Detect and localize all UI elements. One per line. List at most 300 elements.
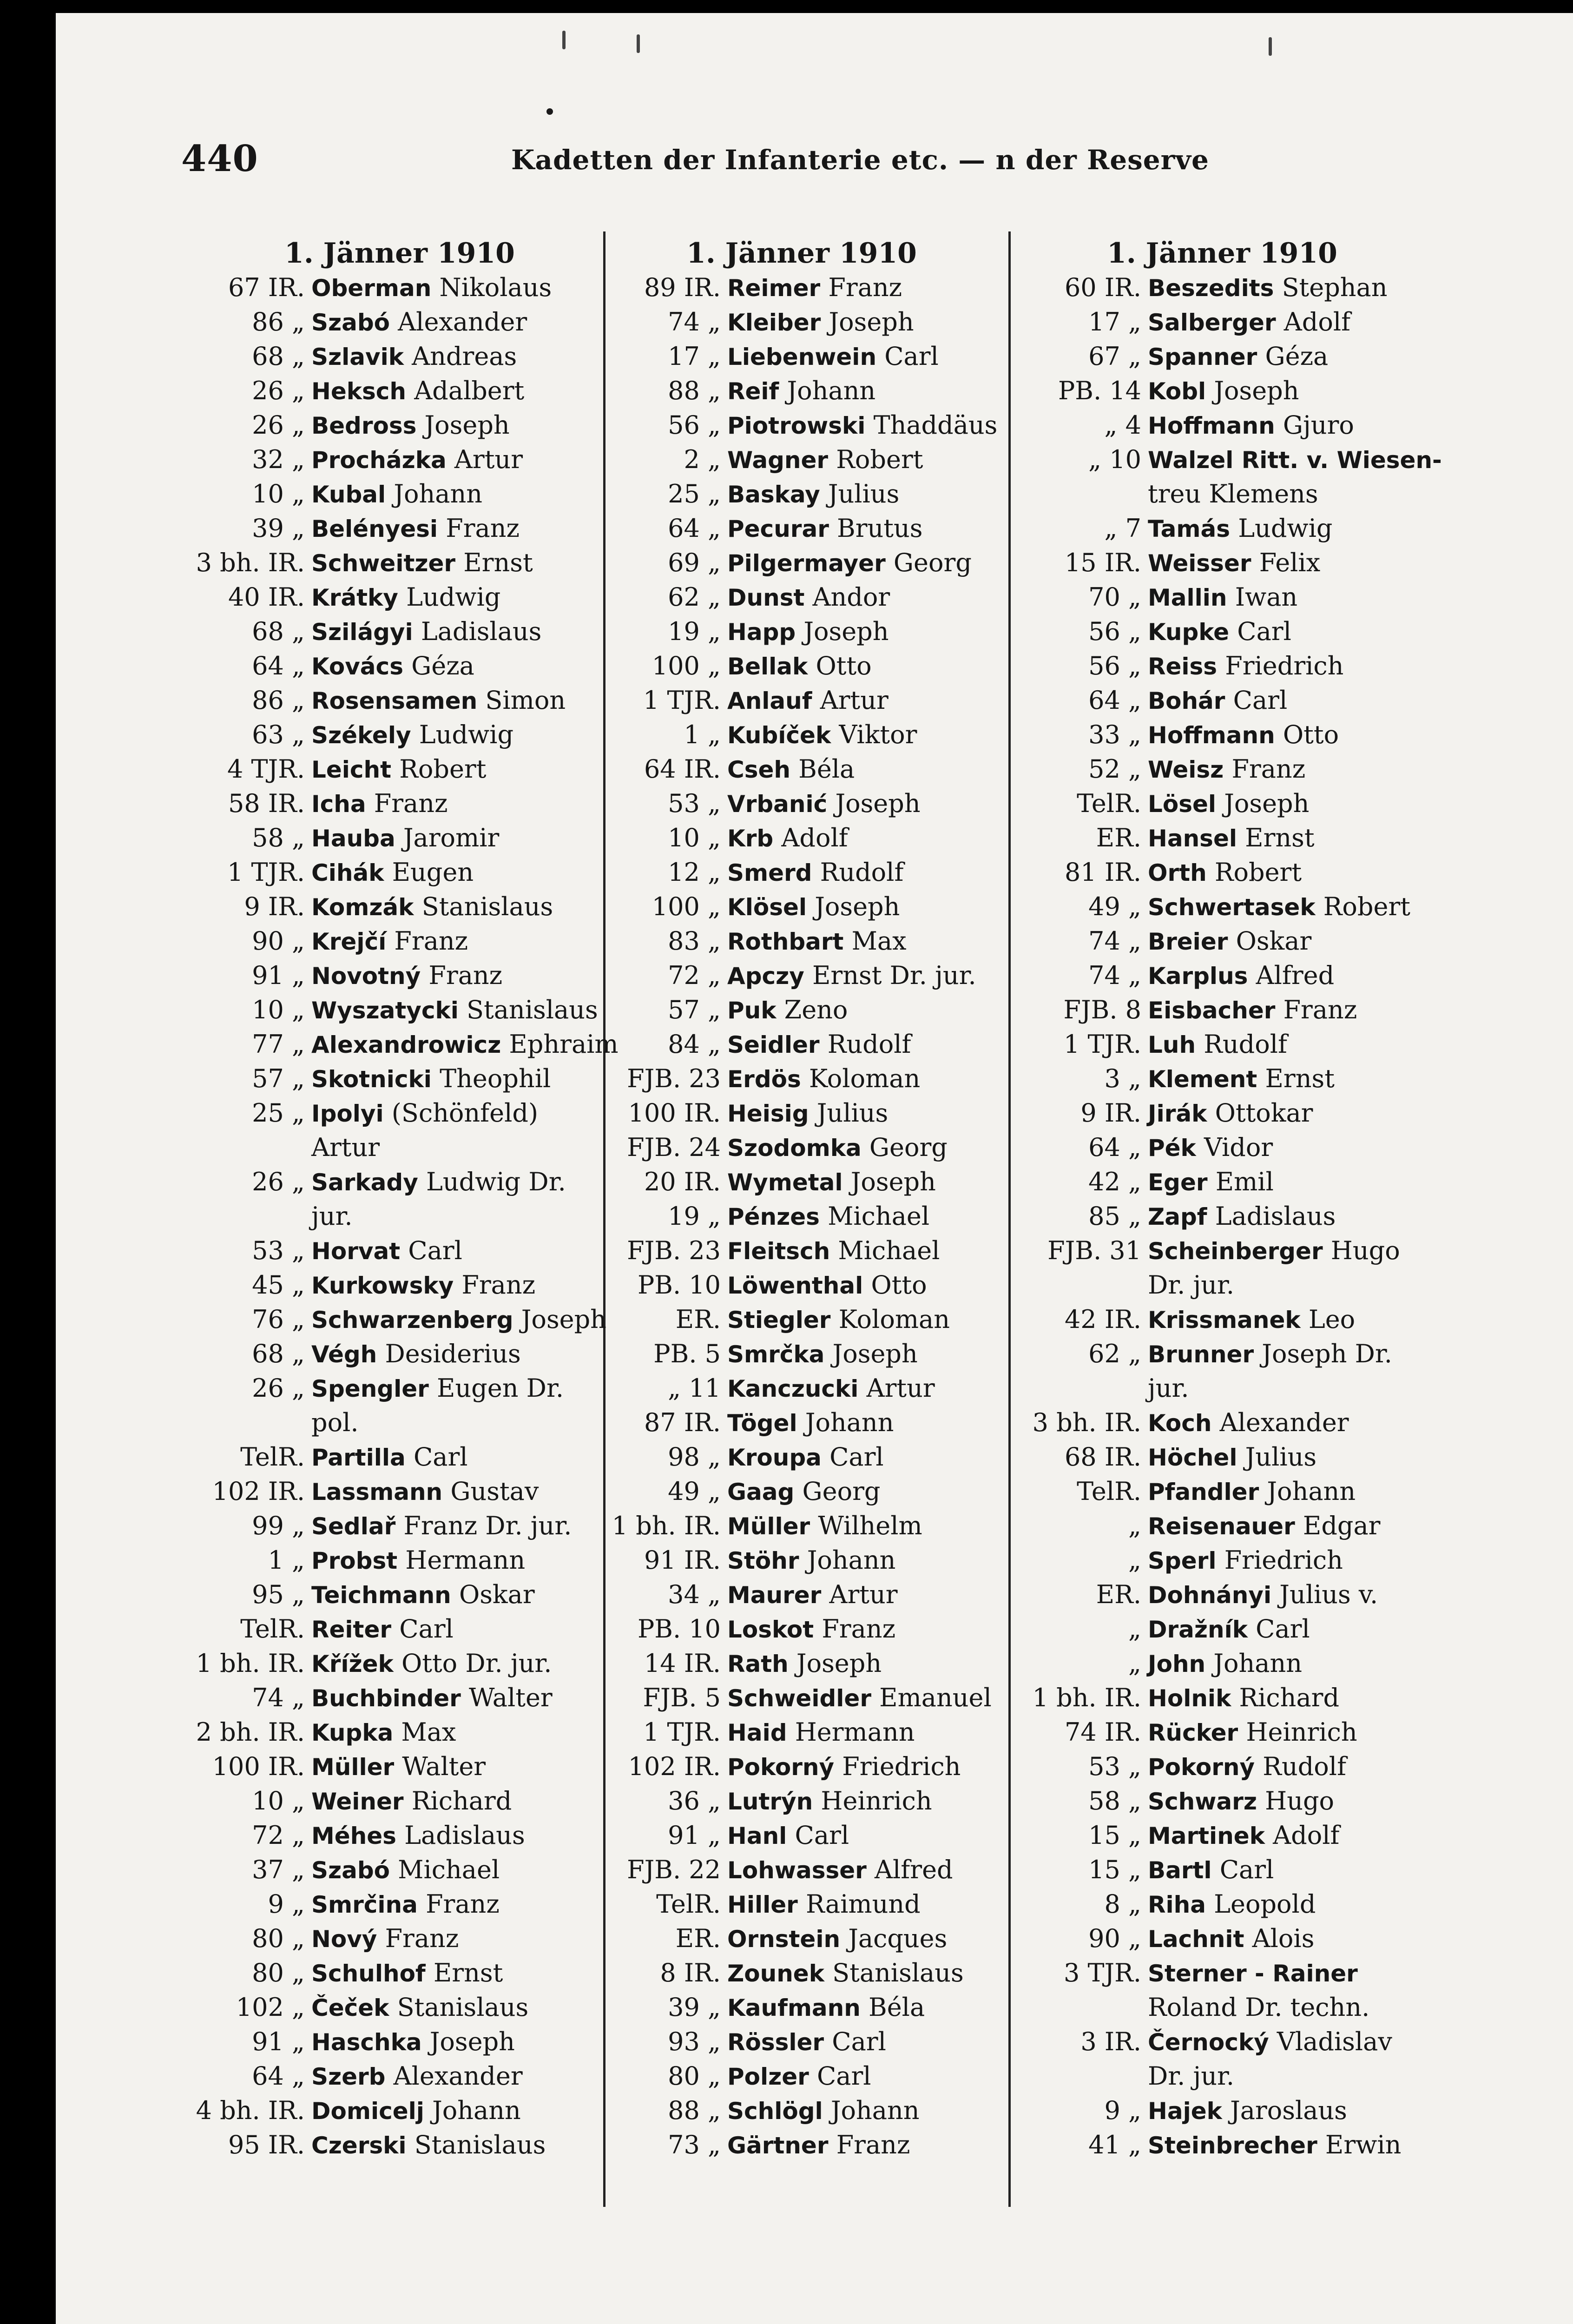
list-item xyxy=(1013,958,1431,993)
book-page xyxy=(56,13,1573,2324)
given-name: Ephraim xyxy=(509,1030,619,1059)
surname: Spanner xyxy=(1148,343,1257,370)
list-item xyxy=(611,1302,992,1337)
given-name: Leopold xyxy=(1214,1889,1316,1919)
regiment: 70 „ xyxy=(1088,582,1141,612)
regiment: 10 „ xyxy=(252,479,305,508)
list-item xyxy=(195,993,604,1027)
person-name xyxy=(727,1268,992,1302)
surname: Sedlař xyxy=(311,1513,396,1540)
surname: Sarkady xyxy=(311,1169,418,1196)
given-name: Iwan xyxy=(1235,582,1298,612)
given-name: Michael xyxy=(828,1202,930,1231)
given-name: Ernst xyxy=(1265,1064,1335,1093)
list-item xyxy=(1013,821,1431,855)
surname: Szilágyi xyxy=(311,619,413,646)
regiment: 85 „ xyxy=(1088,1202,1141,1231)
given-name: Carl xyxy=(816,2061,871,2091)
surname: Křížek xyxy=(311,1651,394,1677)
list-item xyxy=(611,2093,992,2128)
list-item xyxy=(611,1612,992,1646)
list-item xyxy=(195,477,604,511)
column-header: 1. Jänner 1910 xyxy=(686,237,917,270)
given-name: Stanislaus xyxy=(414,2130,546,2159)
surname: Dohnányi xyxy=(1148,1582,1272,1609)
person-name xyxy=(727,1853,992,1887)
person-name xyxy=(311,614,604,649)
regiment: 25 „ xyxy=(668,479,721,508)
given-name: Gjuro xyxy=(1283,410,1354,440)
list-item xyxy=(195,1681,604,1715)
person-name xyxy=(727,1578,992,1612)
list-item xyxy=(195,752,604,786)
regiment: 17 „ xyxy=(668,342,721,371)
person-name xyxy=(1148,1578,1431,1612)
person-name xyxy=(311,1096,604,1130)
person-name xyxy=(311,958,604,993)
given-name: Brutus xyxy=(837,514,923,543)
given-name: Carl xyxy=(884,342,939,371)
person-name xyxy=(727,305,992,339)
list-item xyxy=(1013,1509,1431,1543)
list-item xyxy=(195,683,604,718)
ink-dot xyxy=(546,108,553,115)
given-name: Adolf xyxy=(781,823,848,852)
given-name: Alfred xyxy=(1256,961,1335,990)
person-name xyxy=(1148,1681,1431,1715)
person-name xyxy=(311,580,604,614)
regiment: 53 „ xyxy=(668,789,721,818)
list-item xyxy=(1013,546,1431,580)
column-2 xyxy=(611,236,998,2162)
list-item xyxy=(195,511,604,546)
column-header: 1. Jänner 1910 xyxy=(284,237,515,270)
person-name xyxy=(1148,374,1431,408)
list-item xyxy=(611,1130,992,1165)
person-name xyxy=(727,2059,992,2093)
given-name: Joseph xyxy=(1214,376,1299,405)
person-name xyxy=(727,1130,992,1165)
given-name: Alfred xyxy=(875,1855,953,1884)
regiment: 36 „ xyxy=(668,1786,721,1816)
surname: Kobl xyxy=(1148,378,1206,405)
surname: Puk xyxy=(727,997,777,1024)
regiment: 77 „ xyxy=(252,1030,305,1059)
surname: Weiner xyxy=(311,1788,404,1815)
list-item xyxy=(611,1818,992,1853)
surname: Hanl xyxy=(727,1822,787,1849)
person-name xyxy=(1148,1027,1431,1062)
regiment: 1 „ xyxy=(684,720,721,749)
surname: Székely xyxy=(311,722,411,749)
person-name xyxy=(1148,1130,1431,1165)
given-name: Joseph xyxy=(835,789,921,818)
person-name xyxy=(1148,408,1431,442)
person-name xyxy=(1148,1990,1431,2025)
surname: Szerb xyxy=(311,2063,386,2090)
surname: Jirák xyxy=(1148,1100,1207,1127)
person-name xyxy=(727,1543,992,1578)
given-name: Carl xyxy=(413,1442,468,1472)
surname: Schlögl xyxy=(727,2098,823,2125)
surname: Brunner xyxy=(1148,1341,1254,1368)
given-name: Ludwig xyxy=(406,582,501,612)
regiment: TelR. xyxy=(1077,1477,1141,1506)
surname: Oberman xyxy=(311,275,432,302)
given-name: Franz xyxy=(828,273,902,302)
given-name: Robert xyxy=(399,754,487,784)
surname: Bedross xyxy=(311,412,417,439)
given-name: Otto Dr. jur. xyxy=(401,1649,552,1678)
surname: John xyxy=(1148,1651,1206,1677)
surname: Novotný xyxy=(311,963,421,990)
regiment: 72 „ xyxy=(252,1821,305,1850)
list-item xyxy=(1013,271,1431,305)
regiment: 15 „ xyxy=(1088,1855,1141,1884)
regiment: 58 „ xyxy=(252,823,305,852)
given-name: jur. xyxy=(1148,1373,1189,1403)
surname: Reimer xyxy=(727,275,821,302)
regiment: FJB. 5 xyxy=(643,1683,721,1712)
regiment: 81 IR. xyxy=(1064,858,1141,887)
regiment: 8 „ xyxy=(1104,1889,1141,1919)
given-name: Joseph xyxy=(796,1649,882,1678)
list-item xyxy=(611,1337,992,1371)
person-name xyxy=(727,1027,992,1062)
regiment: 1 TJR. xyxy=(643,1717,721,1747)
surname: Horvat xyxy=(311,1238,401,1265)
list-item xyxy=(195,1302,604,1337)
list-item xyxy=(1013,580,1431,614)
given-name: Jaroslaus xyxy=(1230,2096,1347,2125)
given-name: Hugo xyxy=(1265,1786,1335,1816)
list-item xyxy=(1013,752,1431,786)
list-item xyxy=(195,1474,604,1509)
regiment: 53 „ xyxy=(1088,1752,1141,1781)
person-name xyxy=(1148,821,1431,855)
list-item xyxy=(1013,890,1431,924)
surname: Rücker xyxy=(1148,1719,1238,1746)
regiment: 89 IR. xyxy=(644,273,721,302)
regiment: PB. 10 xyxy=(637,1614,721,1644)
person-name xyxy=(311,890,604,924)
column-header: 1. Jänner 1910 xyxy=(1107,237,1337,270)
person-name xyxy=(1148,1887,1431,1921)
surname: Komzák xyxy=(311,894,414,921)
person-name xyxy=(727,614,992,649)
given-name: Richard xyxy=(411,1786,512,1816)
person-name xyxy=(311,1371,604,1406)
list-item xyxy=(611,1646,992,1681)
person-name xyxy=(1148,1853,1431,1887)
list-item xyxy=(1013,1612,1431,1646)
given-name: Rudolf xyxy=(1204,1030,1288,1059)
given-name: Georg xyxy=(802,1477,881,1506)
person-name xyxy=(727,2025,992,2059)
list-item xyxy=(195,1440,604,1474)
list-item xyxy=(1013,1130,1431,1165)
person-name xyxy=(1148,786,1431,821)
surname: Schweidler xyxy=(727,1685,871,1712)
surname: Sterner - Rainer xyxy=(1148,1960,1358,1987)
regiment: 58 „ xyxy=(1088,1786,1141,1816)
surname: Lösel xyxy=(1148,791,1217,818)
surname: Belényesi xyxy=(311,515,438,542)
surname: Reiter xyxy=(311,1616,392,1643)
list-item xyxy=(1013,614,1431,649)
given-name: Joseph xyxy=(803,617,889,646)
given-name: Emanuel xyxy=(879,1683,992,1712)
surname: Maurer xyxy=(727,1582,822,1609)
regiment xyxy=(195,1199,311,1234)
regiment: 53 „ xyxy=(252,1236,305,1265)
given-name: Joseph xyxy=(850,1167,936,1196)
regiment: 3 IR. xyxy=(1080,2027,1141,2056)
regiment: 100 „ xyxy=(652,892,721,921)
regiment: 63 „ xyxy=(252,720,305,749)
surname: Baskay xyxy=(727,481,820,508)
regiment: 87 IR. xyxy=(644,1408,721,1437)
regiment: 91 IR. xyxy=(644,1545,721,1575)
given-name: Joseph xyxy=(429,2027,515,2056)
surname: Steinbrecher xyxy=(1148,2132,1317,2159)
surname: Reif xyxy=(727,378,779,405)
list-item xyxy=(1013,408,1431,442)
given-name: Johann xyxy=(807,1545,896,1575)
list-item xyxy=(611,1234,992,1268)
person-name xyxy=(1148,511,1431,546)
given-name: Carl xyxy=(1219,1855,1274,1884)
person-name xyxy=(311,1406,604,1440)
list-item xyxy=(1013,1062,1431,1096)
person-name xyxy=(311,1853,604,1887)
list-item xyxy=(195,1509,604,1543)
surname: Mallin xyxy=(1148,584,1227,611)
surname: Leicht xyxy=(311,756,392,783)
person-name xyxy=(311,1130,604,1165)
person-name xyxy=(311,1268,604,1302)
regiment: 39 „ xyxy=(668,1993,721,2022)
regiment: ER. xyxy=(675,1924,721,1953)
given-name: Max xyxy=(401,1717,456,1747)
given-name: Johann xyxy=(432,2096,521,2125)
scan-mark xyxy=(637,34,640,53)
regiment: 99 „ xyxy=(252,1511,305,1540)
regiment: 2 „ xyxy=(684,445,721,474)
surname: Ornstein xyxy=(727,1926,841,1953)
list-item xyxy=(1013,374,1431,408)
surname: Erdös xyxy=(727,1066,801,1093)
person-name xyxy=(727,1921,992,1956)
given-name: Julius v. xyxy=(1279,1580,1378,1609)
regiment: FJB. 24 xyxy=(627,1133,721,1162)
list-item xyxy=(611,1509,992,1543)
surname: Ipolyi xyxy=(311,1100,384,1127)
list-item xyxy=(611,1990,992,2025)
regiment: 19 „ xyxy=(668,617,721,646)
person-name xyxy=(311,1578,604,1612)
regiment: 9 IR. xyxy=(1080,1098,1141,1128)
given-name: (Schönfeld) xyxy=(391,1098,539,1128)
surname: Wyszatycki xyxy=(311,997,459,1024)
person-name xyxy=(311,339,604,374)
given-name: Robert xyxy=(836,445,923,474)
regiment: 10 „ xyxy=(668,823,721,852)
list-item xyxy=(195,1887,604,1921)
surname: Kanczucki xyxy=(727,1375,859,1402)
surname: Smrčina xyxy=(311,1891,418,1918)
surname: Rothbart xyxy=(727,928,844,955)
regiment: 56 „ xyxy=(1088,617,1141,646)
surname: Hajek xyxy=(1148,2098,1222,2125)
running-head: Kadetten der Infanterie etc. — n der Reserve xyxy=(511,144,1209,176)
person-name xyxy=(311,1302,606,1337)
given-name: Heinrich xyxy=(1246,1717,1357,1747)
given-name: Joseph xyxy=(832,1339,918,1368)
surname: Breier xyxy=(1148,928,1228,955)
surname: Fleitsch xyxy=(727,1238,830,1265)
person-name xyxy=(727,890,992,924)
surname: Czerski xyxy=(311,2132,407,2159)
list-item xyxy=(195,305,604,339)
person-name xyxy=(311,1646,604,1681)
given-name: Joseph xyxy=(1224,789,1310,818)
list-item xyxy=(611,339,992,374)
given-name: Carl xyxy=(399,1614,454,1644)
surname: Kaufmann xyxy=(727,1994,861,2021)
column-divider xyxy=(1008,231,1011,2207)
list-item xyxy=(1013,718,1431,752)
list-item xyxy=(1013,2025,1431,2059)
list-item xyxy=(611,890,992,924)
person-name xyxy=(727,752,992,786)
surname: Wymetal xyxy=(727,1169,843,1196)
given-name: Vidor xyxy=(1204,1133,1273,1162)
list-item xyxy=(195,1543,604,1578)
surname: Scheinberger xyxy=(1148,1238,1323,1265)
given-name: Stanislaus xyxy=(397,1993,529,2022)
list-item xyxy=(195,1096,604,1130)
regiment: 19 „ xyxy=(668,1202,721,1231)
list-item xyxy=(195,1818,604,1853)
given-name: Franz xyxy=(426,1889,500,1919)
given-name: Franz xyxy=(385,1924,459,1953)
regiment: 15 IR. xyxy=(1064,548,1141,577)
list-item xyxy=(611,2128,992,2162)
person-name xyxy=(311,718,604,752)
regiment: 95 IR. xyxy=(228,2130,305,2159)
regiment: 4 TJR. xyxy=(227,754,305,784)
list-item xyxy=(195,1199,604,1234)
given-name: Franz xyxy=(428,961,503,990)
list-item xyxy=(611,546,992,580)
list-item xyxy=(1013,1784,1431,1818)
person-name xyxy=(1148,993,1431,1027)
person-name xyxy=(311,1921,604,1956)
regiment: FJB. 23 xyxy=(627,1236,721,1265)
person-name xyxy=(311,1440,604,1474)
regiment xyxy=(1013,1371,1148,1406)
surname: Schwertasek xyxy=(1148,894,1316,921)
regiment: 62 „ xyxy=(668,582,721,612)
person-name xyxy=(1148,305,1431,339)
regiment: 26 „ xyxy=(252,376,305,405)
given-name: Carl xyxy=(829,1442,884,1472)
surname: Wagner xyxy=(727,447,829,474)
given-name: Leo xyxy=(1308,1305,1356,1334)
surname: Cihák xyxy=(311,859,384,886)
regiment: 49 „ xyxy=(668,1477,721,1506)
person-name xyxy=(311,1681,604,1715)
regiment: „ xyxy=(1128,1511,1141,1540)
list-item xyxy=(1013,1887,1431,1921)
regiment: 56 „ xyxy=(668,410,721,440)
person-name xyxy=(1148,1921,1431,1956)
person-name xyxy=(311,752,604,786)
surname: Heisig xyxy=(727,1100,809,1127)
list-item xyxy=(195,890,604,924)
person-name xyxy=(1148,1509,1431,1543)
list-item xyxy=(195,1853,604,1887)
list-item xyxy=(611,1784,992,1818)
regiment: 100 IR. xyxy=(212,1752,305,1781)
given-name: Franz xyxy=(374,789,448,818)
given-name: Walter xyxy=(469,1683,553,1712)
surname: Krissmanek xyxy=(1148,1307,1301,1334)
given-name: Rudolf xyxy=(820,858,904,887)
list-item xyxy=(611,305,992,339)
regiment: 74 „ xyxy=(1088,926,1141,956)
surname: Koch xyxy=(1148,1410,1212,1437)
person-name xyxy=(311,546,604,580)
given-name: Oskar xyxy=(1236,926,1312,956)
given-name: Adolf xyxy=(1273,1821,1340,1850)
list-item xyxy=(611,1681,992,1715)
list-item xyxy=(195,958,604,993)
surname: Kupke xyxy=(1148,619,1230,646)
person-name xyxy=(1148,1337,1431,1371)
person-name xyxy=(727,374,992,408)
list-item xyxy=(195,614,604,649)
list-item xyxy=(195,271,604,305)
regiment: 68 IR. xyxy=(1064,1442,1141,1472)
surname: Buchbinder xyxy=(311,1685,461,1712)
list-item xyxy=(195,1612,604,1646)
person-name xyxy=(1148,1234,1431,1268)
list-item xyxy=(1013,786,1431,821)
given-name: Andor xyxy=(812,582,890,612)
surname: Kurkowsky xyxy=(311,1272,454,1299)
person-name xyxy=(1148,2093,1431,2128)
regiment: 32 „ xyxy=(252,445,305,474)
given-name: Artur xyxy=(866,1373,935,1403)
regiment: 90 „ xyxy=(252,926,305,956)
person-name xyxy=(311,477,604,511)
person-name xyxy=(311,271,604,305)
person-name xyxy=(311,1887,604,1921)
person-name xyxy=(727,993,992,1027)
list-item xyxy=(1013,1715,1431,1750)
regiment: 1 TJR. xyxy=(643,686,721,715)
surname: Smerd xyxy=(727,859,812,886)
list-item xyxy=(195,2025,604,2059)
list-item xyxy=(611,958,992,993)
list-item xyxy=(611,1027,992,1062)
regiment: „ xyxy=(1128,1545,1141,1575)
list-item xyxy=(195,2059,604,2093)
list-item xyxy=(611,786,992,821)
given-name: Hermann xyxy=(795,1717,915,1747)
